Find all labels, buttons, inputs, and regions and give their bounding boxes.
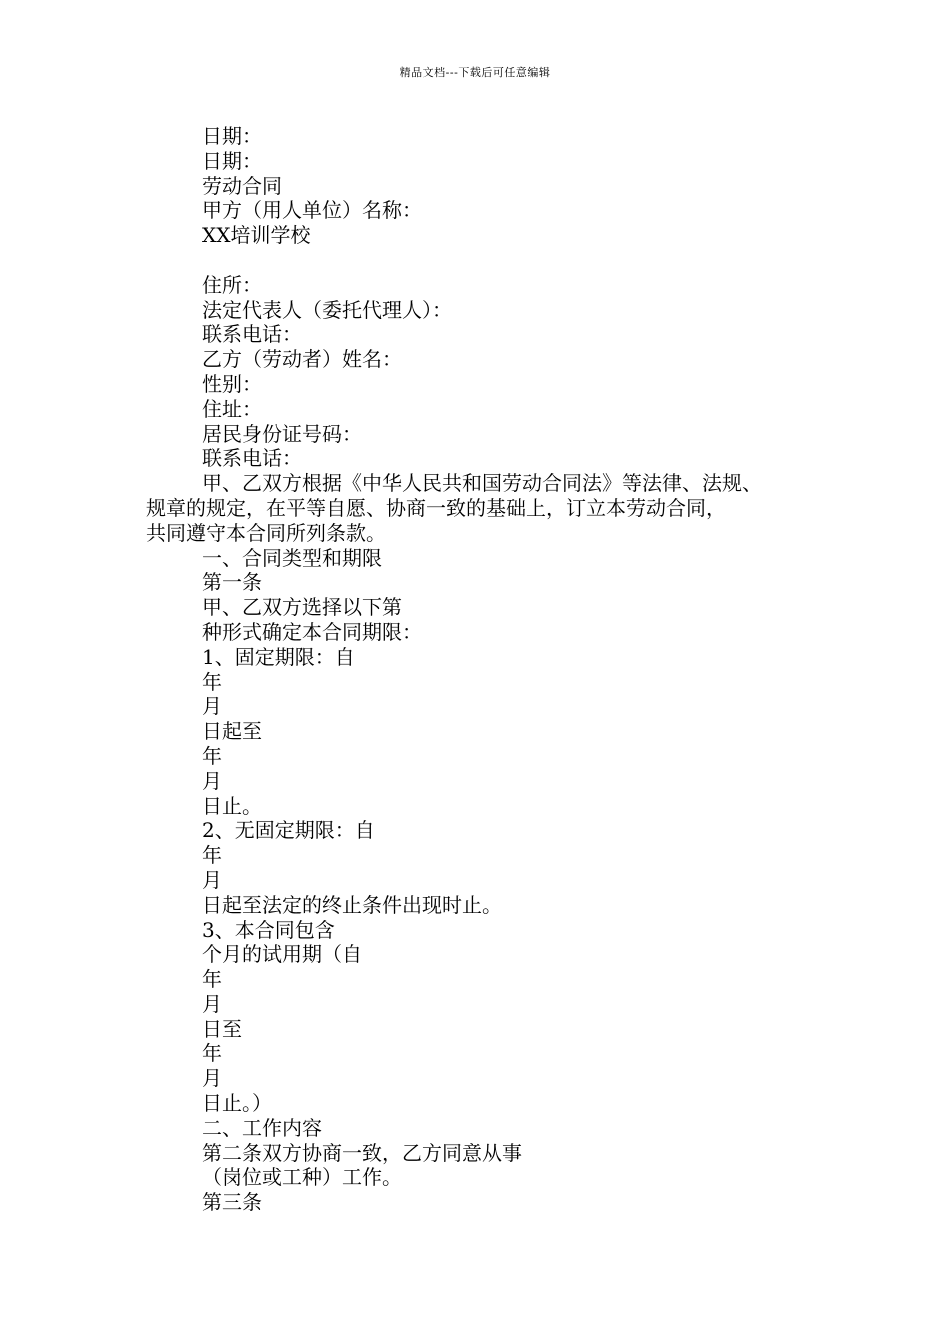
document-line: 甲方（用人单位）名称： <box>202 198 422 223</box>
document-line: 月 <box>202 991 222 1016</box>
document-line: 居民身份证号码： <box>202 421 362 446</box>
document-line: XX培训学校 <box>202 223 311 248</box>
document-line: 年 <box>202 843 222 868</box>
document-line: 月 <box>202 1066 222 1091</box>
document-line: 共同遵守本合同所列条款。 <box>146 520 386 545</box>
blank-line <box>146 248 836 273</box>
document-line: 2、无固定期限：自 <box>202 818 375 843</box>
document-line: 月 <box>202 694 222 719</box>
document-line: 日期： <box>202 148 262 173</box>
document-line: 日止。） <box>202 1091 272 1116</box>
document-line: 月 <box>202 867 222 892</box>
document-line: 1、固定期限：自 <box>202 644 355 669</box>
document-line: 日起至 <box>202 719 262 744</box>
document-line: 二、工作内容 <box>202 1115 322 1140</box>
document-line: 联系电话： <box>202 446 302 471</box>
document-line: 年 <box>202 669 222 694</box>
document-line: 法定代表人（委托代理人）： <box>202 297 452 322</box>
document-line: 个月的试用期（自 <box>202 942 362 967</box>
document-line: 日至 <box>202 1016 242 1041</box>
document-line: 劳动合同 <box>202 173 282 198</box>
document-line: 第二条双方协商一致，乙方同意从事 <box>202 1140 522 1165</box>
document-line: 乙方（劳动者）姓名： <box>202 347 402 372</box>
document-line: 规章的规定，在平等自愿、协商一致的基础上，订立本劳动合同， <box>146 495 726 520</box>
document-line: 3、本合同包含 <box>202 917 335 942</box>
document-line: 住址： <box>202 396 262 421</box>
document-line: 第三条 <box>202 1190 262 1215</box>
document-line: 住所： <box>202 272 262 297</box>
document-line: 甲、乙双方选择以下第 <box>202 595 402 620</box>
document-line: 一、合同类型和期限 <box>202 545 382 570</box>
document-line: 年 <box>202 743 222 768</box>
document-line: 年 <box>202 967 222 992</box>
document-line: 甲、乙双方根据《中华人民共和国劳动合同法》等法律、法规、 <box>202 471 762 496</box>
document-line: 月 <box>202 768 222 793</box>
document-line: 联系电话： <box>202 322 302 347</box>
document-line: 日起至法定的终止条件出现时止。 <box>202 892 502 917</box>
document-line: （岗位或工种）工作。 <box>202 1165 402 1190</box>
document-body <box>146 124 836 1215</box>
document-line: 性别： <box>202 371 262 396</box>
document-line: 年 <box>202 1041 222 1066</box>
page-header: 精品文档---下载后可任意编辑 <box>399 66 551 79</box>
document-line: 日止。 <box>202 793 262 818</box>
document-line: 日期： <box>202 124 262 148</box>
document-line: 种形式确定本合同期限： <box>202 619 422 644</box>
document-line: 第一条 <box>202 570 262 595</box>
